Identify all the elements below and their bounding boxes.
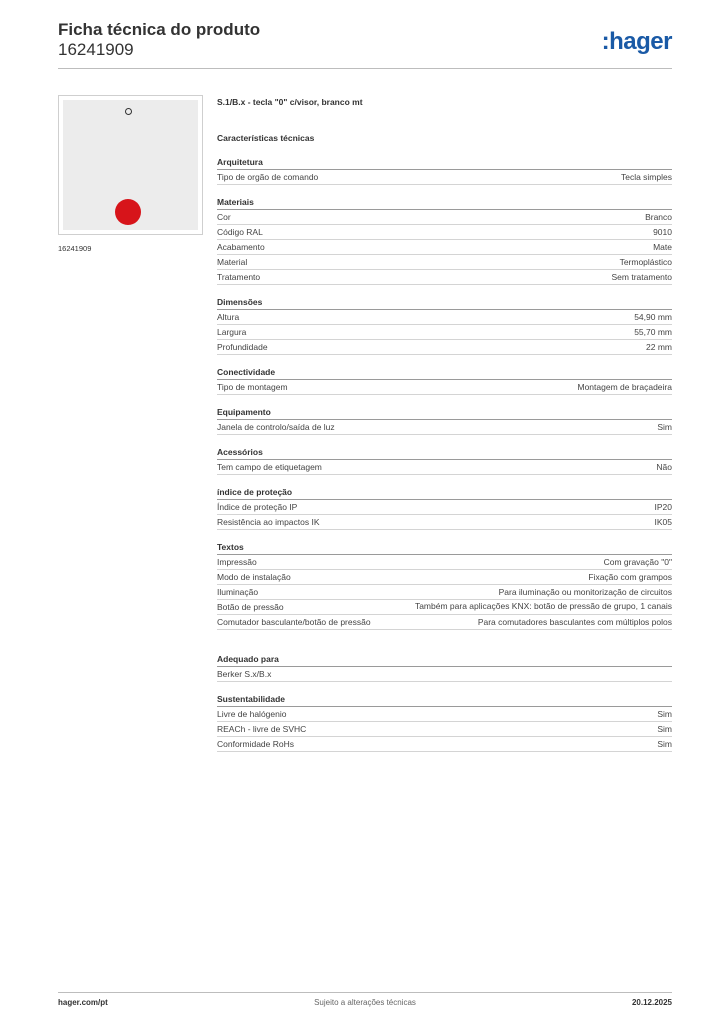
- spec-section: [217, 295, 672, 355]
- hager-logo: :hager: [601, 28, 672, 55]
- spec-label: Código RAL: [217, 227, 263, 237]
- spec-section: [217, 540, 672, 630]
- spec-value: 9010: [653, 227, 672, 237]
- spec-row: [217, 600, 672, 615]
- spec-row: [217, 225, 672, 240]
- spec-value: 22 mm: [646, 342, 672, 352]
- spec-title: Características técnicas: [217, 133, 315, 143]
- spec-label: Berker S.x/B.x: [217, 669, 272, 679]
- spec-label: Resistência ao impactos IK: [217, 517, 320, 527]
- spec-label: Comutador basculante/botão de pressão: [217, 617, 371, 627]
- spec-label: Cor: [217, 212, 231, 222]
- spec-value: Não: [656, 462, 672, 472]
- spec-section: [217, 405, 672, 435]
- spec-value: IK05: [654, 517, 672, 527]
- spec-value: 55,70 mm: [634, 327, 672, 337]
- spec-value: 54,90 mm: [634, 312, 672, 322]
- spec-label: Altura: [217, 312, 240, 322]
- spec-value: IP20: [654, 502, 672, 512]
- page-footer: [58, 998, 672, 1010]
- spec-row: [217, 460, 672, 475]
- spec-value: Sim: [657, 739, 672, 749]
- spec-section: [217, 652, 672, 682]
- spec-label: Material: [217, 257, 248, 267]
- spec-label: Tratamento: [217, 272, 261, 282]
- spec-value: Montagem de braçadeira: [577, 382, 672, 392]
- product-name: S.1/B.x - tecla "0" c/visor, branco mt: [217, 97, 363, 107]
- spec-value: [660, 667, 672, 681]
- spec-row: [217, 570, 672, 585]
- image-caption: 16241909: [58, 244, 92, 253]
- spec-value: Tecla simples: [620, 172, 672, 182]
- spec-section: [217, 365, 672, 395]
- spec-value: Para comutadores basculantes com múltiplos polos: [477, 617, 672, 627]
- spec-row: [217, 515, 672, 530]
- spec-value: Fixação com grampos: [588, 572, 672, 582]
- section-heading: Sustentabilidade: [217, 692, 672, 707]
- section-heading: Dimensões: [217, 295, 672, 310]
- indicator-ring-icon: [125, 108, 132, 115]
- spec-value: Branco: [645, 212, 672, 222]
- footer-date: 20.12.2025: [631, 998, 672, 1007]
- spec-label: Iluminação: [217, 587, 259, 597]
- footer-divider: [58, 992, 672, 993]
- spec-value: Com gravação "0": [603, 557, 672, 567]
- spec-row: [217, 340, 672, 355]
- spec-label: Largura: [217, 327, 247, 337]
- section-heading: Equipamento: [217, 405, 672, 420]
- section-heading: Materiais: [217, 195, 672, 210]
- spec-row: [217, 667, 672, 682]
- spec-value: Sim: [657, 724, 672, 734]
- spec-row: [217, 555, 672, 570]
- product-image: [58, 95, 203, 235]
- spec-row: [217, 240, 672, 255]
- page-title: Ficha técnica do produto: [58, 20, 261, 39]
- spec-row: [217, 325, 672, 340]
- spec-row: [217, 500, 672, 515]
- spec-row: [217, 380, 672, 395]
- spec-section: [217, 195, 672, 285]
- footer-notice: Sujeito a alterações técnicas: [314, 998, 416, 1007]
- spec-row: [217, 585, 672, 600]
- spec-row: [217, 210, 672, 225]
- spec-value: Mate: [653, 242, 672, 252]
- spec-row: [217, 170, 672, 185]
- spec-label: Profundidade: [217, 342, 268, 352]
- spec-label: Acabamento: [217, 242, 265, 252]
- spec-label: Botão de pressão: [217, 602, 284, 612]
- spec-label: Modo de instalação: [217, 572, 291, 582]
- spec-section: [217, 692, 672, 752]
- spec-section: [217, 155, 672, 185]
- spec-sections: [217, 155, 672, 752]
- page-header: [58, 20, 672, 68]
- spec-value: Para iluminação ou monitorização de circuitos: [498, 587, 672, 597]
- spec-label: REACh - livre de SVHC: [217, 724, 307, 734]
- spec-row: [217, 255, 672, 270]
- spec-content: [217, 95, 672, 752]
- spec-value: Sim: [657, 709, 672, 719]
- section-heading: índice de proteção: [217, 485, 672, 500]
- section-heading: Conectividade: [217, 365, 672, 380]
- spec-label: Índice de proteção IP: [217, 502, 298, 512]
- product-number: 16241909: [58, 40, 134, 59]
- spec-label: Tipo de montagem: [217, 382, 288, 392]
- spec-row: [217, 270, 672, 285]
- header-divider: [58, 68, 672, 69]
- spec-value: Também para aplicações KNX: botão de pressão de grupo, 1 canais: [414, 601, 672, 611]
- spec-row: [217, 737, 672, 752]
- spec-row: [217, 310, 672, 325]
- spec-section: [217, 445, 672, 475]
- spec-value: Sim: [657, 422, 672, 432]
- spec-row: [217, 707, 672, 722]
- spec-row: [217, 420, 672, 435]
- red-window-icon: [115, 199, 141, 225]
- spec-label: Conformidade RoHs: [217, 739, 295, 749]
- spec-section: [217, 485, 672, 530]
- spec-label: Livre de halógenio: [217, 709, 287, 719]
- spec-value: Sem tratamento: [611, 272, 672, 282]
- section-heading: Arquitetura: [217, 155, 672, 170]
- section-heading: Textos: [217, 540, 672, 555]
- section-heading: Adequado para: [217, 652, 672, 667]
- spec-label: Impressão: [217, 557, 257, 567]
- section-heading: Acessórios: [217, 445, 672, 460]
- spec-label: Janela de controlo/saída de luz: [217, 422, 335, 432]
- spec-value: Termoplástico: [619, 257, 672, 267]
- spec-row: [217, 722, 672, 737]
- spec-label: Tipo de orgão de comando: [217, 172, 319, 182]
- spec-label: Tem campo de etiquetagem: [217, 462, 322, 472]
- spec-row: [217, 615, 672, 630]
- footer-website: hager.com/pt: [58, 998, 108, 1007]
